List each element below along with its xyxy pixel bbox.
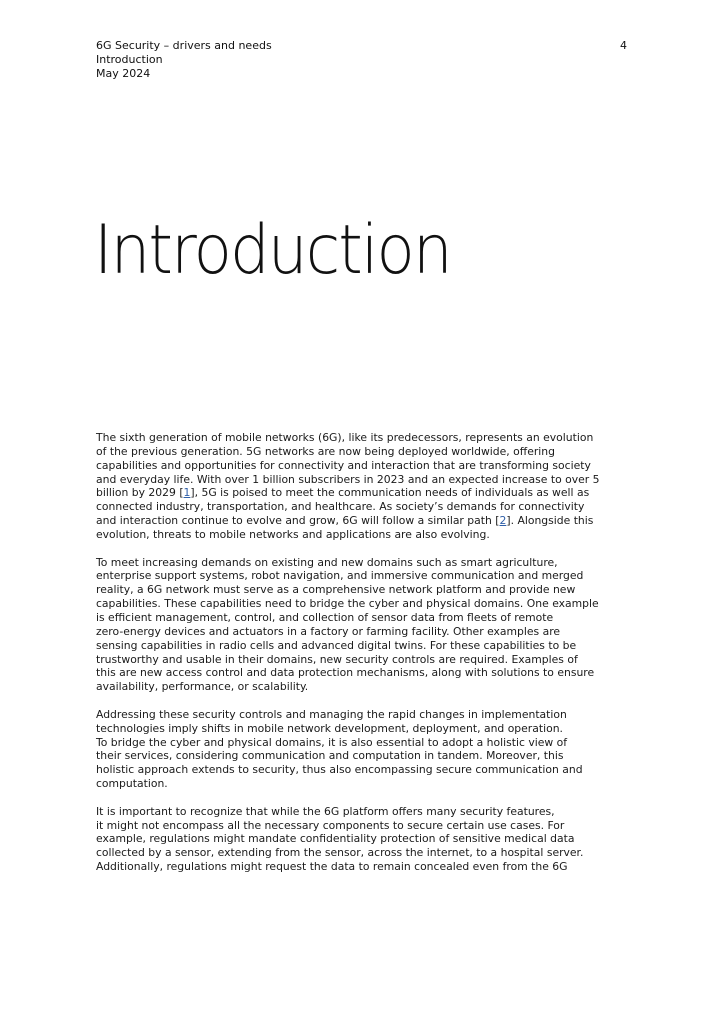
paragraph-2 [96, 555, 599, 694]
text-line: it might not encompass all the necessary components to secure certain use cases. For [96, 818, 565, 832]
text-line: capabilities and opportunities for connectivity and interaction that are transforming society [96, 458, 591, 472]
page-number: 4 [620, 39, 627, 52]
text-line [96, 514, 594, 528]
text-segment: ]. Alongside this [506, 514, 594, 528]
text-line: availability, performance, or scalability. [96, 680, 309, 694]
text-line: and everyday life. With over 1 billion subscribers in 2023 and an expected increase to over 5 [96, 472, 600, 486]
text-line: their services, considering communication and computation in tandem. Moreover, this [96, 749, 564, 763]
section-name: Introduction [96, 53, 163, 66]
citation-link-2[interactable]: 2 [499, 514, 507, 528]
text-line: computation. [96, 777, 168, 791]
text-line: trustworthy and usable in their domains, new security controls are required. Examples of [96, 652, 578, 666]
document-title: 6G Security – drivers and needs [96, 39, 272, 52]
paragraph-1 [96, 431, 600, 542]
paragraph-4 [96, 804, 584, 874]
citation-link-1[interactable]: 1 [183, 486, 191, 500]
text-line: of the previous generation. 5G networks are now being deployed worldwide, offering [96, 444, 555, 458]
text-line: is efficient management, control, and collection of sensor data from fleets of remote [96, 610, 554, 624]
text-line: holistic approach extends to security, thus also encompassing secure communication and [96, 763, 583, 777]
text-line: To bridge the cyber and physical domains, it is also essential to adopt a holistic view of [96, 735, 568, 749]
page-title: Introduction [94, 211, 451, 290]
paragraph-3 [96, 707, 583, 791]
text-line: capabilities. These capabilities need to bridge the cyber and physical domains. One example [96, 597, 599, 611]
text-line: zero-energy devices and actuators in a factory or farming facility. Other examples are [96, 624, 561, 638]
text-line: technologies imply shifts in mobile network development, deployment, and operation. [96, 721, 563, 735]
publication-date: May 2024 [96, 67, 151, 80]
text-line: To meet increasing demands on existing and new domains such as smart agriculture, [96, 555, 558, 569]
text-line: example, regulations might mandate confidentiality protection of sensitive medical data [96, 832, 575, 846]
text-line: this are new access control and data protection mechanisms, along with solutions to ensure [96, 666, 595, 680]
text-segment: and interaction continue to evolve and grow, 6G will follow a similar path [ [96, 514, 500, 528]
text-line: It is important to recognize that while the 6G platform offers many security features, [96, 804, 555, 818]
text-line [96, 486, 590, 500]
text-line: Addressing these security controls and managing the rapid changes in implementation [96, 707, 567, 721]
text-line: collected by a sensor, extending from the sensor, across the internet, to a hospital server. [96, 846, 584, 860]
text-line: connected industry, transportation, and healthcare. As society’s demands for connectivity [96, 500, 585, 514]
text-line: reality, a 6G network must serve as a comprehensive network platform and provide new [96, 583, 576, 597]
body-text [96, 431, 600, 888]
text-line: Additionally, regulations might request the data to remain concealed even from the 6G [96, 860, 568, 874]
text-line: enterprise support systems, robot navigation, and immersive communication and merged [96, 569, 584, 583]
running-header [96, 39, 272, 81]
text-segment: ], 5G is poised to meet the communication needs of individuals as well as [190, 486, 590, 500]
text-line: sensing capabilities in radio cells and advanced digital twins. For these capabilities to be [96, 638, 577, 652]
text-line: evolution, threats to mobile networks and applications are also evolving. [96, 527, 490, 541]
text-line: The sixth generation of mobile networks (6G), like its predecessors, represents an evolution [96, 431, 594, 444]
text-segment: billion by 2029 [ [96, 486, 184, 500]
